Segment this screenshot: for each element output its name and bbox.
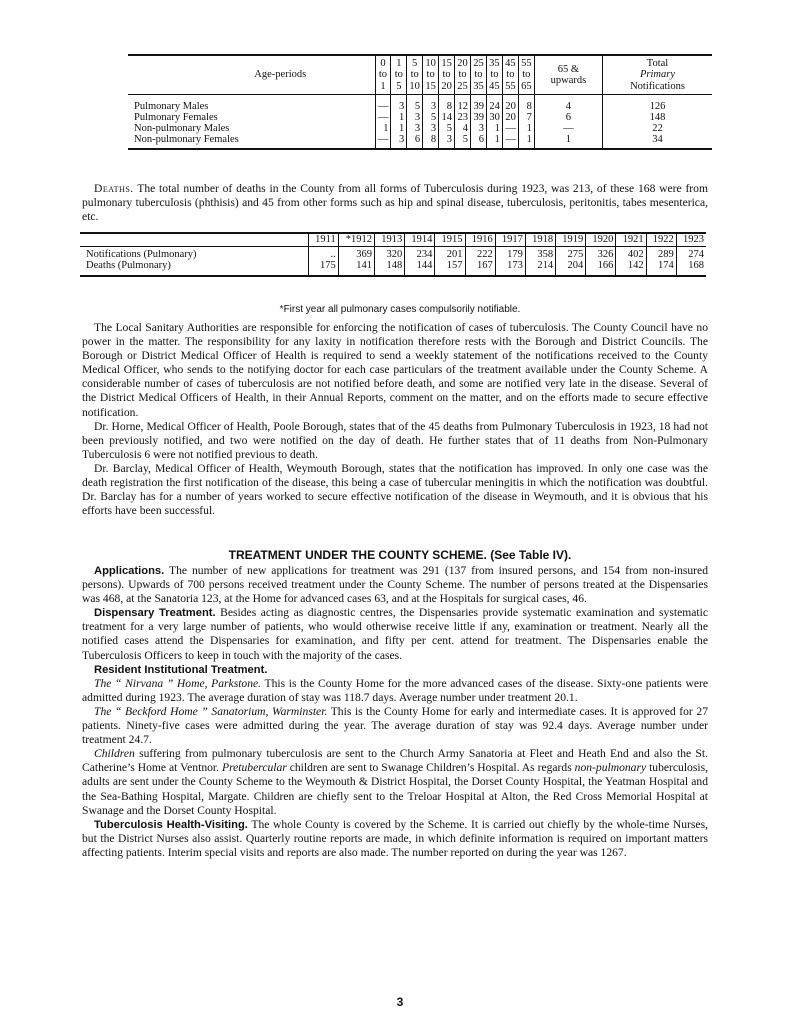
table-cell: 1 (486, 123, 502, 134)
table-cell: 166 (586, 260, 616, 276)
notification-section (82, 321, 708, 518)
table-cell: 204 (556, 260, 586, 276)
table-cell: 39 (471, 95, 487, 113)
table-cell: 174 (646, 260, 676, 276)
age-col-part: 15 (441, 58, 452, 70)
health-visiting-lead: Tuberculosis Health-Visiting. (94, 818, 248, 831)
age-col-header (471, 55, 487, 95)
age-col-part: to (442, 69, 451, 81)
table-cell: 3 (423, 123, 439, 134)
table-cell-total: 22 (603, 123, 712, 134)
table-cell: 5 (423, 112, 439, 123)
table-row (80, 246, 706, 260)
table-row (128, 123, 712, 134)
applications-lead: Applications. (94, 565, 165, 577)
table-cell: 1 (518, 123, 534, 134)
age-col-header (391, 55, 407, 95)
table-cell: 175 (309, 260, 339, 276)
row-label: Deaths (Pulmonary) (86, 260, 171, 272)
para-notification-2: Dr. Horne, Medical Officer of Health, Poole Borough, states that of the 45 deaths from Pulmonary Tuberculosis in 1923, 18 had not been previously notified, and two were notified on the day of death. He further states that of 11 deaths from Non-Pulmonary Tuberculosis 6 were not notified previous to death. (82, 419, 708, 461)
non-pulmonary-term: non-pulmonary (574, 761, 647, 775)
children-lead: Children (94, 747, 135, 761)
year-header: 1921 (616, 233, 646, 246)
age-col-part: 5 (412, 58, 418, 70)
table-cell: 275 (556, 246, 586, 260)
table-cell: 5 (407, 95, 423, 113)
age-col-header (407, 55, 423, 95)
table-cell: 358 (525, 246, 555, 260)
year-header: 1915 (435, 233, 465, 246)
age-col-part: to (426, 69, 435, 81)
table-cell: 402 (616, 246, 646, 260)
age-col-part: 25 (473, 58, 484, 70)
table-cell: — (375, 112, 391, 123)
age-col-part: to (490, 69, 499, 81)
row-label: Non-pulmonary Males (134, 123, 230, 135)
age-col-part: 55 (521, 58, 532, 70)
table-cell: 214 (525, 260, 555, 276)
year-header: 1918 (525, 233, 555, 246)
age-col-header (439, 55, 455, 95)
deaths-paragraph (82, 182, 708, 224)
table-cell: 148 (375, 260, 405, 276)
age-col-part: to (378, 69, 388, 81)
table-cell: 141 (338, 260, 374, 276)
table-cell: — (502, 123, 518, 134)
table-cell-65-up: — (534, 123, 602, 134)
year-header: 1923 (676, 233, 706, 246)
table-cell: 5 (439, 123, 455, 134)
age-65-upwards-header (534, 55, 602, 95)
table-cell: 4 (455, 123, 471, 134)
total-line3: Notifications (630, 80, 685, 92)
table-cell: 289 (646, 246, 676, 260)
table-cell: — (375, 134, 391, 149)
table-cell: 8 (439, 95, 455, 113)
year-header: 1922 (646, 233, 676, 246)
age-col-part: 1 (380, 80, 386, 92)
table-cell: 320 (375, 246, 405, 260)
table-cell: 1 (518, 134, 534, 149)
age-col-part: to (458, 69, 467, 81)
age-col-part: 15 (425, 80, 436, 92)
age-col-part: to (410, 69, 419, 81)
age-col-part: 20 (441, 80, 452, 92)
table-cell: 3 (407, 123, 423, 134)
table-cell: 173 (495, 260, 525, 276)
nirvana-text: This is the County Home for the more advanced cases of the disease. Sixty-one patients were admitted during 1923. The average duration of stay was 118.7 days. Average number under treatment 20.1. (82, 676, 708, 704)
table-cell: 3 (407, 112, 423, 123)
table-cell: 20 (502, 112, 518, 123)
table-cell: 142 (616, 260, 646, 276)
age-col-part: 10 (409, 80, 420, 92)
table-cell: — (502, 134, 518, 149)
age-col-header (375, 55, 391, 95)
col-65-line2: upwards (550, 75, 587, 86)
table-cell: 3 (391, 134, 407, 149)
table-footnote: *First year all pulmonary cases compulsorily notifiable. (279, 304, 521, 315)
t2-corner (80, 233, 309, 246)
age-col-part: 45 (505, 58, 516, 70)
table-cell: 144 (405, 260, 435, 276)
age-col-part: 20 (457, 58, 468, 70)
table-cell-total: 126 (603, 95, 712, 113)
year-header: 1917 (495, 233, 525, 246)
dispensary-text: Besides acting as diagnostic centres, the Dispensaries provide systematic examination and systematic treatment for a very large number of patients, who would otherwise receive little if any, examination or treatment. Nearly all the notified cases attend the Dispensaries for examination, and fifty per cent. attend for treatment. The Dispensaries enable the Tuberculosis Officers to keep in touch with the majority of the cases. (82, 606, 708, 662)
total-notifications-header (603, 55, 712, 95)
col-65-line1: 65 & (557, 63, 580, 75)
row-label: Pulmonary Males (134, 101, 209, 112)
table-cell: 8 (423, 134, 439, 149)
table-cell: 3 (439, 134, 455, 149)
children-text-2: children are sent to Swanage Children’s Hospital. As regards (286, 761, 575, 775)
table-cell: 222 (465, 246, 495, 260)
table-cell: 201 (435, 246, 465, 260)
age-col-part: 10 (425, 58, 436, 70)
table-row (128, 134, 712, 149)
deaths-text: The total number of deaths in the County from all forms of Tuberculosis during 1923, was 213, of these 168 were from pulmonary tuberculosis (phthisis) and 45 from other forms such as hip and spinal disease, tuberculosis, peritonitis, tabes mesenterica, etc. (82, 182, 708, 224)
table-cell: 179 (495, 246, 525, 260)
pretubercular-term: Pretubercular (221, 761, 287, 775)
age-col-part: 45 (489, 80, 500, 92)
table-cell: 274 (676, 246, 706, 260)
table-cell: 12 (455, 95, 471, 113)
table-cell: 1 (391, 123, 407, 134)
applications-text: The number of new applications for treatment was 291 (137 from insured persons, and 154 from non-insured persons). Upwards of 700 persons received treatment under the County Scheme. The number of persons treated at the Dispensaries was 468, at the Sanatoria 123, at the Home for advanced cases 63, and at the Hospitals for surgical cases, 46. (82, 564, 708, 606)
age-col-part: to (394, 69, 403, 81)
table-cell: 3 (471, 123, 487, 134)
table-cell-total: 34 (603, 134, 712, 149)
page-number: 3 (396, 995, 404, 1009)
para-notification-3: Dr. Barclay, Medical Officer of Health, Weymouth Borough, states that the notification has improved. In only one case was the death registration the first notification of the disease, this being a case of tubercular meningitis in which the notification was doubtful. Dr. Barclay has for a number of years worked to secure effective notification of the disease in Weymouth, and it is obvious that his efforts have been successful. (82, 461, 708, 518)
age-col-part: 35 (489, 58, 500, 70)
age-col-header (455, 55, 471, 95)
table-row (128, 95, 712, 113)
treatment-heading: TREATMENT UNDER THE COUNTY SCHEME. (See Table IV). (228, 548, 572, 562)
age-col-part: 55 (505, 80, 516, 92)
para-notification-1: The Local Sanitary Authorities are responsible for enforcing the notification of cases of tuberculosis. The County Council have no power in the matter. The responsibility for any laxity in notification therefore rests with the Borough and District Councils. The Borough or District Medical Officer of Health is required to send a weekly statement of the notifications received to the County Medical Officer, who sends to the notifying doctor for each case particulars of the treatment available under the County Scheme. A considerable number of cases of tuberculosis are not notified before death, and some are notified very late in the disease. Several of the District Medical Officers of Health, in their Annual Reports, comment on the matter, and on the efforts made to secure effective notification. (82, 321, 708, 419)
table-cell-65-up: 4 (534, 95, 602, 113)
table-cell: 167 (465, 260, 495, 276)
total-line1: Total (646, 58, 669, 70)
age-col-part: 65 (521, 80, 532, 92)
children-text-1: suffering from pulmonary tuberculosis are sent to the Church Army Sanatoria at Fleet and Heath End and also the St. Catherine’s Home at Ventnor. (82, 747, 708, 775)
age-col-part: 5 (396, 80, 402, 92)
dispensary-lead: Dispensary Treatment. (94, 607, 216, 620)
table-cell: 326 (586, 246, 616, 260)
year-header: 1913 (375, 233, 405, 246)
age-col-part: 25 (457, 80, 468, 92)
age-period-table (128, 54, 712, 150)
table-cell: 30 (486, 112, 502, 123)
age-col-part: to (522, 69, 531, 81)
deaths-lead: Deaths. (94, 182, 134, 195)
table-cell: 6 (471, 134, 487, 149)
year-header: 1919 (556, 233, 586, 246)
table-cell: 39 (471, 112, 487, 123)
notifications-deaths-table (80, 232, 706, 277)
table-cell-65-up: 6 (534, 112, 602, 123)
table-cell: .. (309, 246, 339, 260)
age-col-part: 35 (473, 80, 484, 92)
year-header: 1916 (465, 233, 495, 246)
children-text-3: tuberculosis, adults are sent under the County Scheme to the Weymouth & District Hospital, the Dorset County Hospital, the Yeatman Hospital and the Sea-Bathing Hospital, Margate. Children are chiefly sent to the Treloar Hospital at Alton, the Red Cross Memorial Hospital at Swanage and the Dorset County Hospital. (82, 761, 708, 817)
table-row (80, 260, 706, 276)
table-cell: 369 (338, 246, 374, 260)
table-cell: 8 (518, 95, 534, 113)
total-line2: Primary (640, 69, 675, 81)
age-col-header (423, 55, 439, 95)
table-cell: 3 (423, 95, 439, 113)
table-cell: — (375, 95, 391, 113)
age-col-part: 1 (396, 58, 402, 70)
year-header: 1920 (586, 233, 616, 246)
table-cell: 7 (518, 112, 534, 123)
row-label: Non-pulmonary Females (134, 134, 239, 146)
table-cell: 3 (391, 95, 407, 113)
age-col-part: to (506, 69, 515, 81)
resident-heading: Resident Institutional Treatment. (94, 663, 268, 676)
table-cell: 14 (439, 112, 455, 123)
table-cell: 1 (375, 123, 391, 134)
row-label: Notifications (Pulmonary) (86, 248, 197, 260)
table-cell: 20 (502, 95, 518, 113)
treatment-section (82, 564, 708, 860)
beckford-title: The “ Beckford Home ” Sanatorium, Warminster. (94, 704, 328, 718)
age-col-part: 0 (380, 58, 386, 70)
row-label: Pulmonary Females (134, 112, 218, 124)
table-cell-total: 148 (603, 112, 712, 123)
table-cell: 168 (676, 260, 706, 276)
beckford-text: This is the County Home for early and intermediate cases. It is approved for 27 patients. Ninety-five cases were admitted during the year. The average duration of stay was 92.4 days. Average number under treatment 24.7. (82, 704, 708, 747)
age-col-header (518, 55, 534, 95)
year-header: 1911 (309, 233, 339, 246)
table-row (128, 112, 712, 123)
health-visiting-text: The whole County is covered by the Scheme. It is carried out chiefly by the whole-time Nurses, but the District Nurses also assist. Quarterly routine reports are made, in which definite information is required on important matters affecting patients. Interim special visits and reports are also made. The number reported on during the year was 1267. (82, 817, 708, 859)
table-cell: 23 (455, 112, 471, 123)
age-col-header (486, 55, 502, 95)
year-header: 1914 (405, 233, 435, 246)
table-cell: 157 (435, 260, 465, 276)
age-col-header (502, 55, 518, 95)
table-cell: 5 (455, 134, 471, 149)
table-cell: 6 (407, 134, 423, 149)
table-cell-65-up: 1 (534, 134, 602, 149)
age-col-part: to (474, 69, 483, 81)
table-cell: 1 (486, 134, 502, 149)
table-cell: 234 (405, 246, 435, 260)
year-header: *1912 (338, 233, 374, 246)
table-cell: 24 (486, 95, 502, 113)
age-periods-header: Age-periods (128, 55, 375, 95)
nirvana-title: The “ Nirvana ” Home, Parkstone. (94, 676, 262, 690)
table-cell: 1 (391, 112, 407, 123)
